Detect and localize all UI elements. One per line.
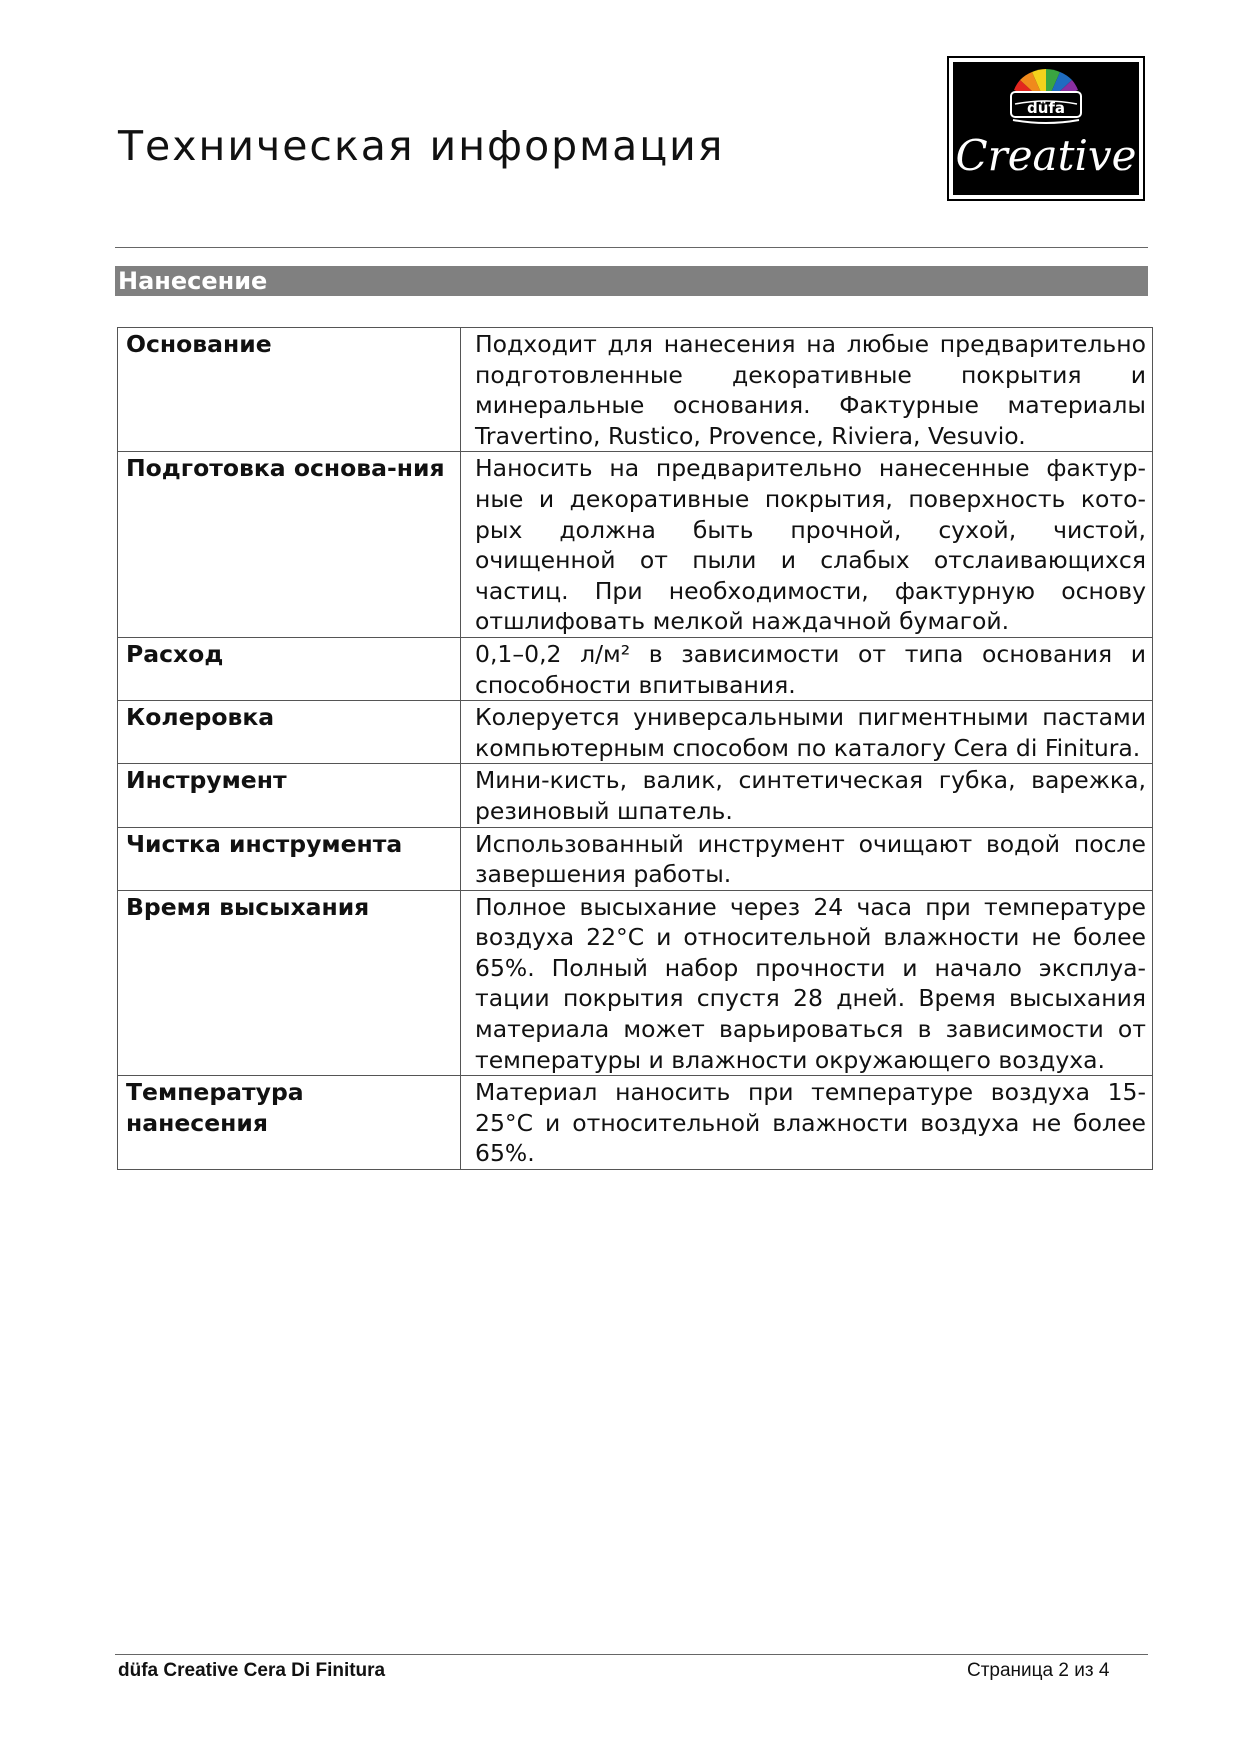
row-value: Материал наносить при температуре воздуха 15-25°С и относительной влажности воздуха не более 65%. [461, 1076, 1153, 1170]
logo-brand: düfa [1026, 99, 1066, 117]
row-label: Чистка инструмента [118, 827, 461, 890]
row-value: Использованный инструмент очищают водой после завершения работы. [461, 827, 1153, 890]
row-label: Инструмент [118, 764, 461, 827]
logo-graphic [953, 62, 1139, 195]
row-label: Время высыхания [118, 890, 461, 1076]
header-divider [115, 247, 1148, 248]
spec-table [117, 327, 1153, 1170]
row-value: 0,1–0,2 л/м² в зависимости от типа основания и способности впитывания. [461, 637, 1153, 700]
table-row [118, 764, 1153, 827]
row-value: Полное высыхание через 24 часа при температуре воздуха 22°С и относительной влажности не более 65%. Полный набор прочности и начало эксплуа-тации покрытия спустя 28 дней. Время высыхания материала может варьироваться в зависимости от температуры и влажности окружающего воздуха. [461, 890, 1153, 1076]
section-title: Нанесение [115, 266, 1148, 296]
page-title: Техническая информация [118, 122, 725, 170]
table-row [118, 890, 1153, 1076]
logo-product: Creative [955, 131, 1137, 180]
table-row [118, 701, 1153, 764]
row-label: Расход [118, 637, 461, 700]
table-row [118, 1076, 1153, 1170]
row-value: Колеруется универсальными пигментными пастами компьютерным способом по каталогу Cera di Finitura. [461, 701, 1153, 764]
row-label: Колеровка [118, 701, 461, 764]
table-row [118, 328, 1153, 452]
table-row [118, 827, 1153, 890]
row-label: Подготовка основа-ния [118, 452, 461, 638]
footer-divider [115, 1654, 1148, 1655]
row-label: Температура нанесения [118, 1076, 461, 1170]
footer-product: düfa Creative Cera Di Finitura [118, 1660, 386, 1681]
page-number: Страница 2 из 4 [967, 1660, 1110, 1681]
brand-logo [947, 56, 1145, 201]
row-value: Подходит для нанесения на любые предварительно подготовленные декоративные покрытия и минеральные основания. Фактурные материалы Travertino, Rustico, Provence, Riviera, Vesuvio. [461, 328, 1153, 452]
row-label: Основание [118, 328, 461, 452]
row-value: Наносить на предварительно нанесенные фактур-ные и декоративные покрытия, поверхность кото-рых должна быть прочной, сухой, чистой, очищенной от пыли и слабых отслаивающихся частиц. При необходимости, фактурную основу отшлифовать мелкой наждачной бумагой. [461, 452, 1153, 638]
table-row [118, 637, 1153, 700]
row-value: Мини-кисть, валик, синтетическая губка, варежка, резиновый шпатель. [461, 764, 1153, 827]
table-row [118, 452, 1153, 638]
